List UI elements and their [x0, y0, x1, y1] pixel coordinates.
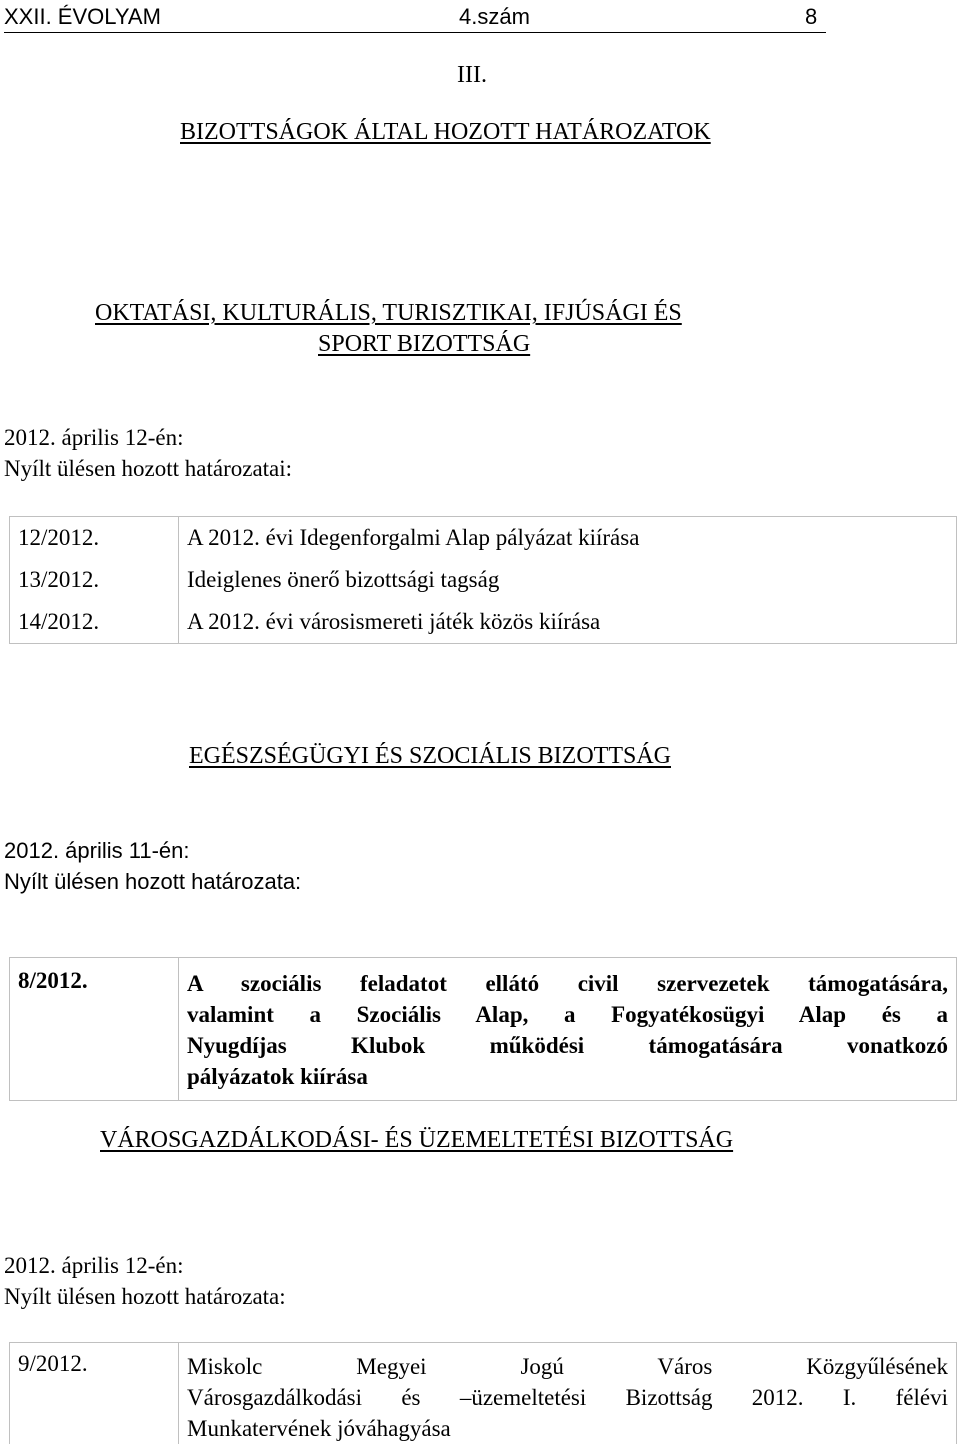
committee-3-resolutions [9, 1342, 957, 1444]
resolution-number: 8/2012. [10, 958, 179, 1101]
resolution-text: A 2012. évi Idegenforgalmi Alap pályázat kiírása [179, 517, 957, 560]
resolution-text-line: Miskolc Megyei Jogú Város Közgyűlésének [187, 1354, 948, 1379]
resolution-text-line: Nyugdíjas Klubok működési támogatására vonatkozó [187, 1033, 948, 1058]
resolution-text-line: Munkatervének jóváhagyása [187, 1416, 451, 1441]
committee-3-title: VÁROSGAZDÁLKODÁSI- ÉS ÜZEMELTETÉSI BIZOTTSÁG [100, 1127, 734, 1153]
page-number: 8 [805, 4, 818, 29]
committee-1-title-line2: SPORT BIZOTTSÁG [318, 331, 531, 357]
resolution-text [179, 1343, 957, 1445]
page-header [4, 2, 826, 33]
resolution-text: Ideiglenes önerő bizottsági tagság [179, 559, 957, 601]
volume-label: XXII. ÉVOLYAM [4, 4, 161, 29]
committee-2-resolutions [9, 957, 957, 1101]
resolution-number: 14/2012. [10, 601, 179, 644]
main-title: BIZOTTSÁGOK ÁLTAL HOZOTT HATÁROZATOK [180, 119, 711, 145]
committee-2-session: Nyílt ülésen hozott határozata: [4, 869, 302, 894]
resolution-text: A 2012. évi városismereti játék közös kiírása [179, 601, 957, 644]
committee-3-session: Nyílt ülésen hozott határozata: [4, 1284, 286, 1309]
chapter-number: III. [457, 62, 487, 88]
committee-3-date: 2012. április 12-én: [4, 1253, 184, 1278]
committee-2-title: EGÉSZSÉGÜGYI ÉS SZOCIÁLIS BIZOTTSÁG [189, 743, 671, 769]
resolution-text-line: A szociális feladatot ellátó civil szervezetek támogatására, [187, 971, 948, 996]
table-row [10, 958, 957, 1101]
committee-1-session: Nyílt ülésen hozott határozatai: [4, 456, 293, 481]
resolution-number: 12/2012. [10, 517, 179, 560]
committee-1-title-line1: OKTATÁSI, KULTURÁLIS, TURISZTIKAI, IFJÚSÁGI ÉS [95, 300, 682, 326]
table-row [10, 559, 957, 601]
table-row [10, 1343, 957, 1445]
table-row [10, 601, 957, 644]
committee-1-date: 2012. április 12-én: [4, 425, 184, 450]
resolution-number: 13/2012. [10, 559, 179, 601]
resolution-number: 9/2012. [10, 1343, 179, 1445]
resolution-text-line: pályázatok kiírása [187, 1064, 368, 1089]
resolution-text [179, 958, 957, 1101]
issue-label: 4.szám [459, 4, 530, 29]
resolution-text-line: valamint a Szociális Alap, a Fogyatékosügyi Alap és a [187, 1002, 948, 1027]
committee-2-date: 2012. április 11-én: [4, 838, 190, 863]
resolution-text-line: Városgazdálkodási és –üzemeltetési Bizottság 2012. I. félévi [187, 1385, 948, 1410]
table-row [10, 517, 957, 560]
committee-1-resolutions [9, 516, 957, 644]
